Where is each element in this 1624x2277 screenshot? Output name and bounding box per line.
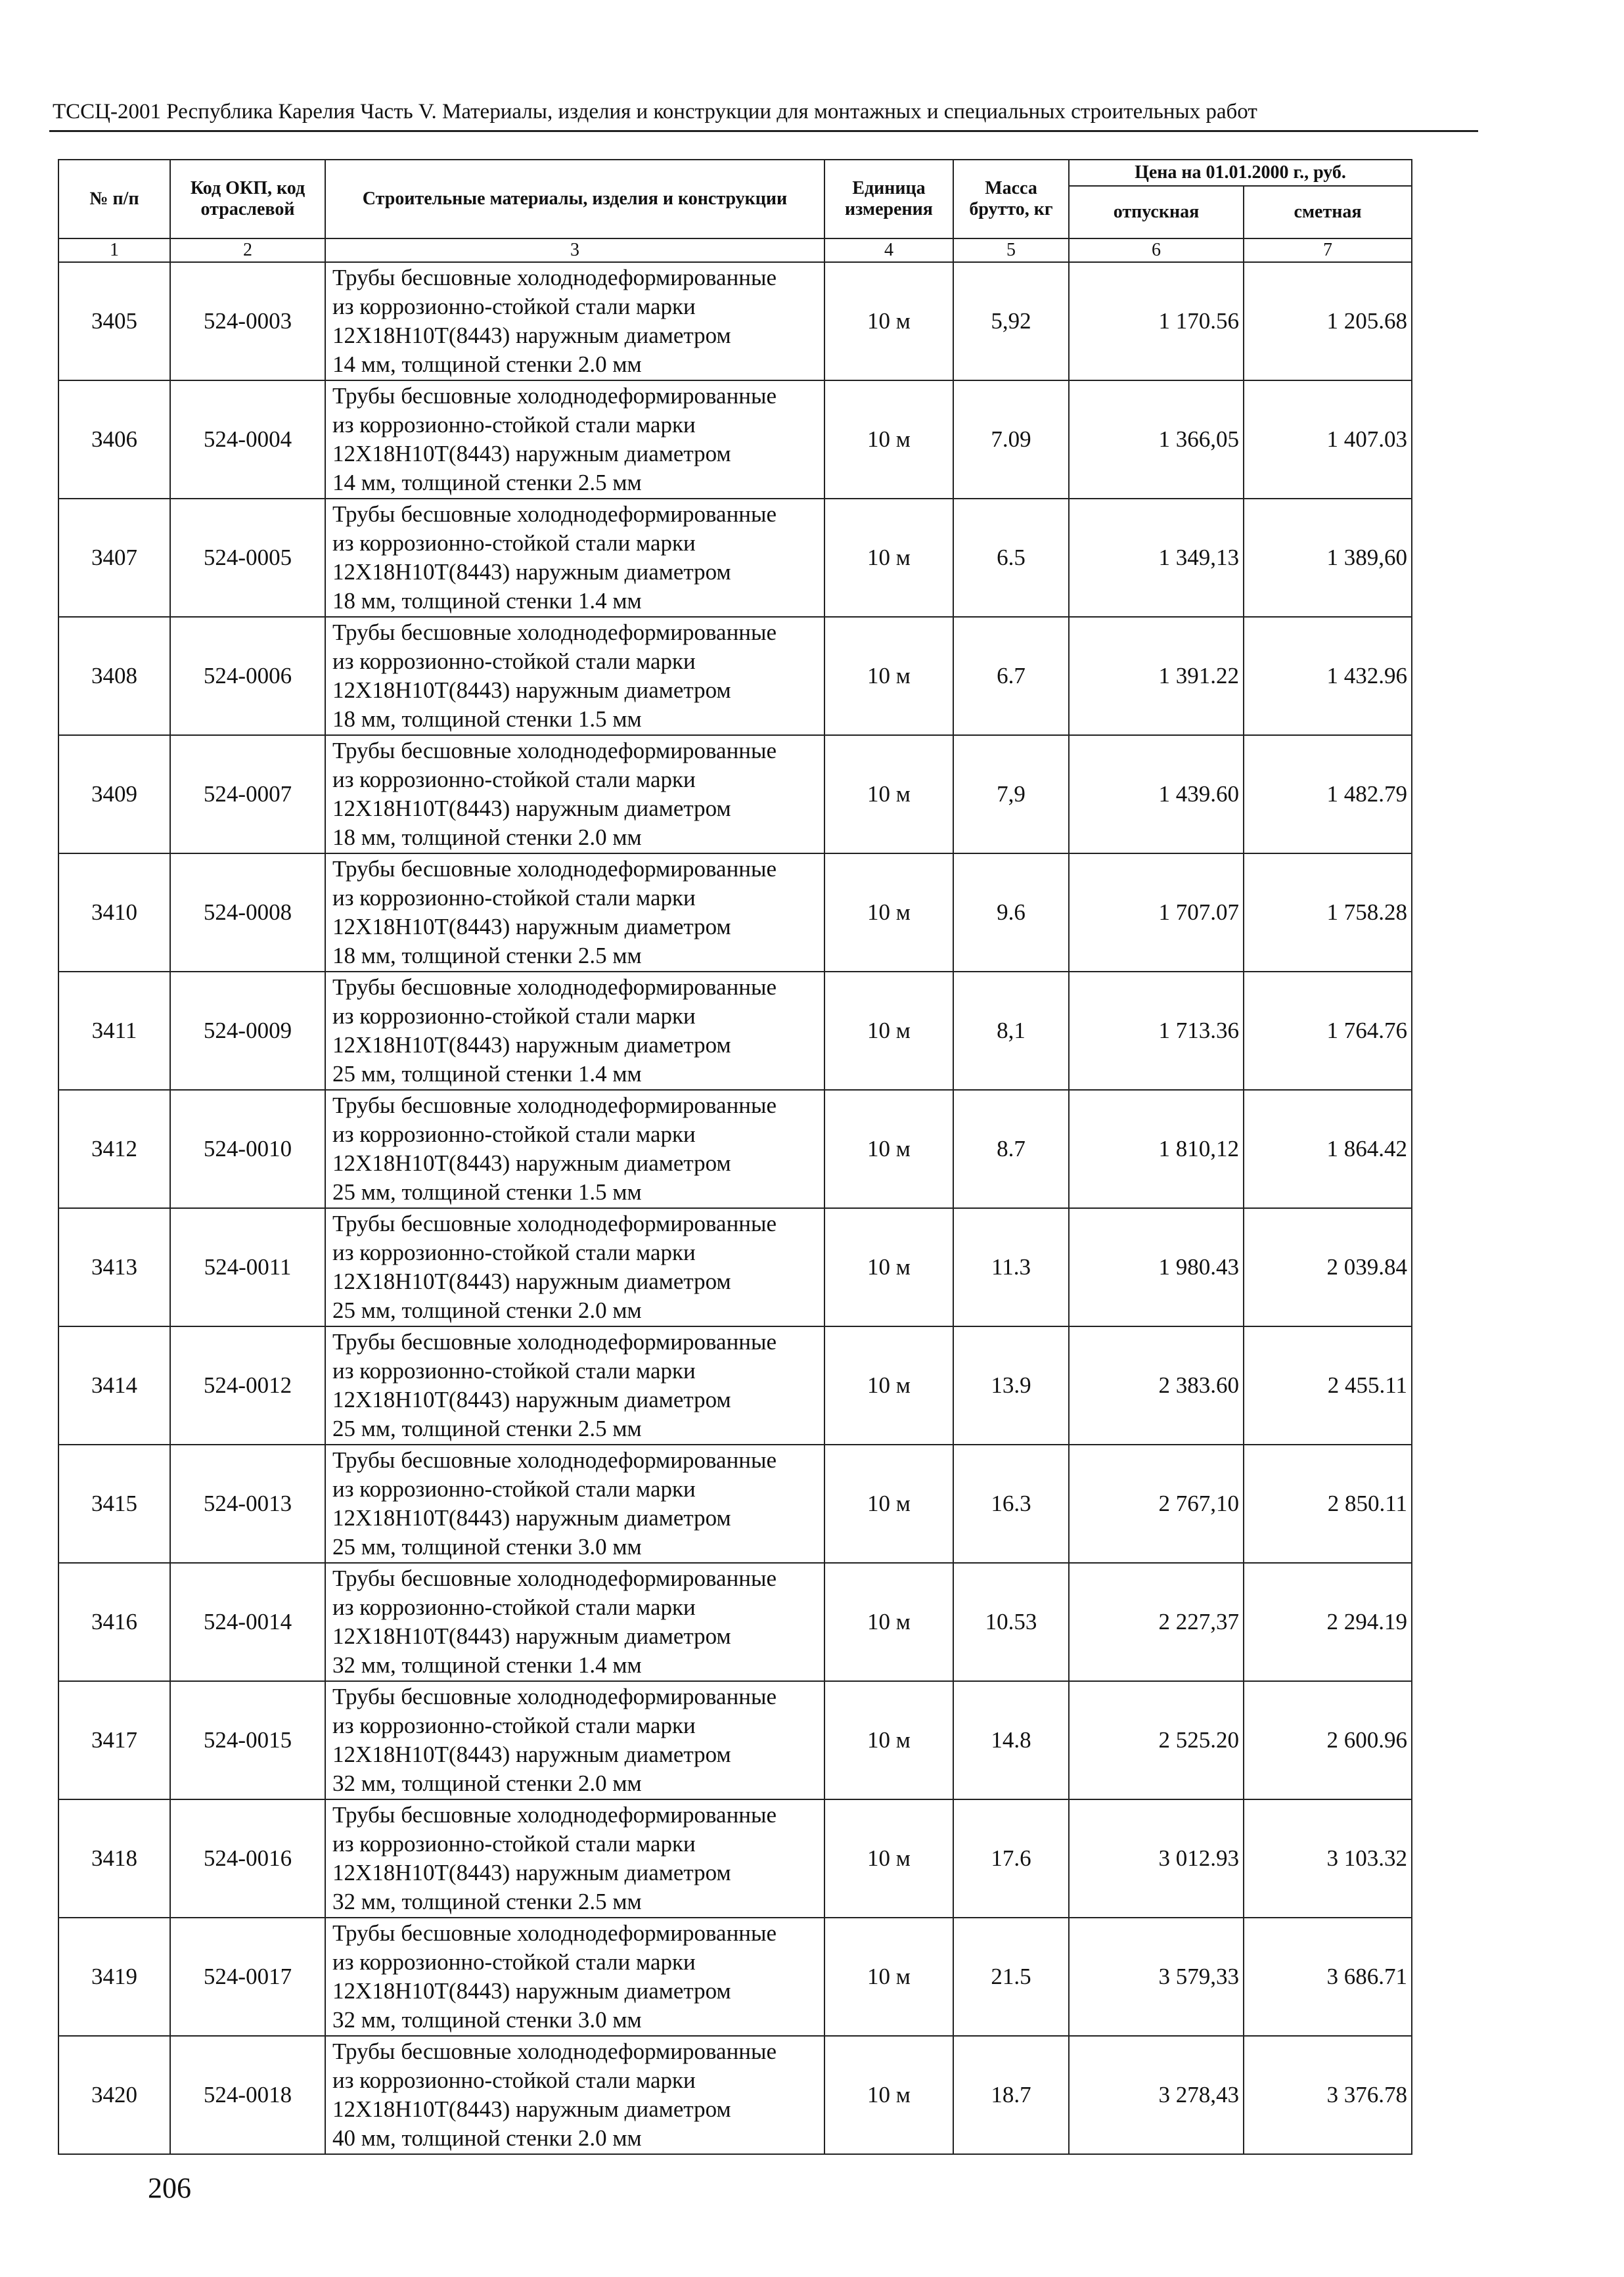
okp-code: 524-0010 (170, 1090, 325, 1208)
description-line: из коррозионно-стойкой стали марки (332, 1358, 696, 1384)
price-release-cell: 2 525.20 (1069, 1681, 1244, 1799)
price-release-cell: 1 810,12 (1069, 1090, 1244, 1208)
table-row (58, 972, 1412, 1090)
price-estimate-cell: 1 389,60 (1244, 499, 1412, 617)
unit-cell: 10 м (824, 735, 953, 853)
price-release-cell: 1 713.36 (1069, 972, 1244, 1090)
table-row (58, 1681, 1412, 1799)
price-estimate-cell: 1 407.03 (1244, 380, 1412, 499)
description-line: 18 мм, толщиной стенки 2.5 мм (332, 943, 642, 968)
description-line: из коррозионно-стойкой стали марки (332, 885, 696, 911)
description-line: 12Х18Н10Т(8443) наружным диаметром (332, 677, 731, 703)
description-line: 25 мм, толщиной стенки 1.4 мм (332, 1061, 642, 1087)
okp-code: 524-0017 (170, 1918, 325, 2036)
description-line: 18 мм, толщиной стенки 1.5 мм (332, 706, 642, 732)
material-description (325, 1326, 824, 1445)
description-line: 32 мм, толщиной стенки 2.5 мм (332, 1889, 642, 1914)
row-number: 3418 (58, 1799, 170, 1918)
description-line: из коррозионно-стойкой стали марки (332, 648, 696, 674)
description-line: 12Х18Н10Т(8443) наружным диаметром (332, 1860, 731, 1885)
mass-cell: 17.6 (953, 1799, 1069, 1918)
description-line: 12Х18Н10Т(8443) наружным диаметром (332, 559, 731, 585)
mass-cell: 18.7 (953, 2036, 1069, 2154)
unit-cell: 10 м (824, 2036, 953, 2154)
price-estimate-cell: 1 482.79 (1244, 735, 1412, 853)
description-line: из коррозионно-стойкой стали марки (332, 530, 696, 556)
description-line: 12Х18Н10Т(8443) наружным диаметром (332, 441, 731, 466)
row-number: 3413 (58, 1208, 170, 1326)
description-line: 12Х18Н10Т(8443) наружным диаметром (332, 1387, 731, 1412)
description-line: 12Х18Н10Т(8443) наружным диаметром (332, 1269, 731, 1294)
material-description (325, 853, 824, 972)
okp-code: 524-0003 (170, 262, 325, 380)
col-index: 2 (170, 238, 325, 262)
description-line: Трубы бесшовные холоднодеформированные (332, 2039, 777, 2064)
row-number: 3415 (58, 1445, 170, 1563)
description-line: 25 мм, толщиной стенки 1.5 мм (332, 1179, 642, 1205)
row-number: 3409 (58, 735, 170, 853)
material-description (325, 499, 824, 617)
description-line: Трубы бесшовные холоднодеформированные (332, 501, 777, 527)
unit-cell: 10 м (824, 1918, 953, 2036)
row-number: 3406 (58, 380, 170, 499)
mass-cell: 8,1 (953, 972, 1069, 1090)
unit-cell: 10 м (824, 972, 953, 1090)
row-number: 3410 (58, 853, 170, 972)
description-line: из коррозионно-стойкой стали марки (332, 1240, 696, 1265)
unit-cell: 10 м (824, 262, 953, 380)
mass-cell: 6.7 (953, 617, 1069, 735)
mass-cell: 11.3 (953, 1208, 1069, 1326)
description-line: Трубы бесшовные холоднодеформированные (332, 1447, 777, 1473)
table-row (58, 1090, 1412, 1208)
price-release-cell: 1 391.22 (1069, 617, 1244, 735)
material-description (325, 1090, 824, 1208)
description-line: из коррозионно-стойкой стали марки (332, 767, 696, 792)
description-line: 25 мм, толщиной стенки 3.0 мм (332, 1534, 642, 1560)
col-header-price-group: Цена на 01.01.2000 г., руб. (1069, 160, 1412, 186)
unit-cell: 10 м (824, 1799, 953, 1918)
price-release-cell: 2 227,37 (1069, 1563, 1244, 1681)
okp-code: 524-0012 (170, 1326, 325, 1445)
description-line: из коррозионно-стойкой стали марки (332, 1476, 696, 1502)
okp-code: 524-0007 (170, 735, 325, 853)
price-estimate-cell: 1 432.96 (1244, 617, 1412, 735)
price-release-cell: 1 170.56 (1069, 262, 1244, 380)
description-line: 32 мм, толщиной стенки 2.0 мм (332, 1770, 642, 1796)
description-line: Трубы бесшовные холоднодеформированные (332, 1211, 777, 1236)
column-index-row (58, 238, 1412, 262)
description-line: Трубы бесшовные холоднодеформированные (332, 856, 777, 882)
price-release-cell: 1 439.60 (1069, 735, 1244, 853)
description-line: из коррозионно-стойкой стали марки (332, 1949, 696, 1975)
description-line: из коррозионно-стойкой стали марки (332, 1594, 696, 1620)
page-number: 206 (148, 2172, 191, 2204)
description-line: 12Х18Н10Т(8443) наружным диаметром (332, 1032, 731, 1058)
mass-cell: 8.7 (953, 1090, 1069, 1208)
row-number: 3411 (58, 972, 170, 1090)
okp-code: 524-0013 (170, 1445, 325, 1563)
description-line: 32 мм, толщиной стенки 1.4 мм (332, 1652, 642, 1678)
mass-cell: 13.9 (953, 1326, 1069, 1445)
mass-cell: 21.5 (953, 1918, 1069, 2036)
unit-cell: 10 м (824, 617, 953, 735)
unit-cell: 10 м (824, 380, 953, 499)
price-table (58, 159, 1412, 2155)
okp-code: 524-0006 (170, 617, 325, 735)
description-line: Трубы бесшовные холоднодеформированные (332, 1093, 777, 1118)
price-estimate-cell: 2 039.84 (1244, 1208, 1412, 1326)
table-row (58, 499, 1412, 617)
price-release-cell: 2 383.60 (1069, 1326, 1244, 1445)
row-number: 3408 (58, 617, 170, 735)
description-line: 12Х18Н10Т(8443) наружным диаметром (332, 2096, 731, 2122)
table-row (58, 1326, 1412, 1445)
col-index: 7 (1244, 238, 1412, 262)
mass-cell: 9.6 (953, 853, 1069, 972)
table-row (58, 617, 1412, 735)
material-description (325, 1208, 824, 1326)
description-line: 40 мм, толщиной стенки 2.0 мм (332, 2125, 642, 2151)
mass-cell: 14.8 (953, 1681, 1069, 1799)
description-line: из коррозионно-стойкой стали марки (332, 1713, 696, 1738)
table-body (58, 262, 1412, 2154)
unit-cell: 10 м (824, 853, 953, 972)
mass-cell: 5,92 (953, 262, 1069, 380)
col-header-name: Строительные материалы, изделия и конструкции (325, 160, 824, 238)
description-line: Трубы бесшовные холоднодеформированные (332, 1684, 777, 1709)
row-number: 3420 (58, 2036, 170, 2154)
description-line: Трубы бесшовные холоднодеформированные (332, 974, 777, 1000)
mass-cell: 10.53 (953, 1563, 1069, 1681)
col-header-code: Код ОКП, код отраслевой (170, 160, 325, 238)
col-index: 6 (1069, 238, 1244, 262)
okp-code: 524-0009 (170, 972, 325, 1090)
okp-code: 524-0018 (170, 2036, 325, 2154)
material-description (325, 617, 824, 735)
okp-code: 524-0014 (170, 1563, 325, 1681)
description-line: Трубы бесшовные холоднодеформированные (332, 1566, 777, 1591)
header-rule (49, 130, 1478, 132)
col-index: 1 (58, 238, 170, 262)
price-release-cell: 3 012.93 (1069, 1799, 1244, 1918)
price-estimate-cell: 3 686.71 (1244, 1918, 1412, 2036)
mass-cell: 7,9 (953, 735, 1069, 853)
unit-cell: 10 м (824, 1681, 953, 1799)
row-number: 3407 (58, 499, 170, 617)
material-description (325, 2036, 824, 2154)
material-description (325, 1799, 824, 1918)
material-description (325, 1681, 824, 1799)
mass-cell: 16.3 (953, 1445, 1069, 1563)
mass-cell: 6.5 (953, 499, 1069, 617)
description-line: 12Х18Н10Т(8443) наружным диаметром (332, 1505, 731, 1531)
description-line: из коррозионно-стойкой стали марки (332, 1003, 696, 1029)
col-header-price-release: отпускная (1069, 186, 1244, 238)
material-description (325, 1918, 824, 2036)
price-estimate-cell: 3 103.32 (1244, 1799, 1412, 1918)
okp-code: 524-0008 (170, 853, 325, 972)
description-line: 12Х18Н10Т(8443) наружным диаметром (332, 1742, 731, 1767)
description-line: Трубы бесшовные холоднодеформированные (332, 738, 777, 763)
table-row (58, 735, 1412, 853)
description-line: из коррозионно-стойкой стали марки (332, 294, 696, 319)
description-line: Трубы бесшовные холоднодеформированные (332, 383, 777, 409)
col-header-unit: Единица измерения (824, 160, 953, 238)
description-line: 12Х18Н10Т(8443) наружным диаметром (332, 1978, 731, 2004)
material-description (325, 380, 824, 499)
description-line: 18 мм, толщиной стенки 1.4 мм (332, 588, 642, 614)
unit-cell: 10 м (824, 1090, 953, 1208)
unit-cell: 10 м (824, 1563, 953, 1681)
okp-code: 524-0011 (170, 1208, 325, 1326)
price-estimate-cell: 2 850.11 (1244, 1445, 1412, 1563)
material-description (325, 735, 824, 853)
description-line: 14 мм, толщиной стенки 2.5 мм (332, 470, 642, 495)
price-estimate-cell: 1 205.68 (1244, 262, 1412, 380)
description-line: из коррозионно-стойкой стали марки (332, 1831, 696, 1857)
unit-cell: 10 м (824, 499, 953, 617)
description-line: 18 мм, толщиной стенки 2.0 мм (332, 824, 642, 850)
row-number: 3405 (58, 262, 170, 380)
table-row (58, 1445, 1412, 1563)
description-line: Трубы бесшовные холоднодеформированные (332, 1920, 777, 1946)
mass-cell: 7.09 (953, 380, 1069, 499)
description-line: 25 мм, толщиной стенки 2.5 мм (332, 1416, 642, 1441)
description-line: 25 мм, толщиной стенки 2.0 мм (332, 1297, 642, 1323)
row-number: 3419 (58, 1918, 170, 2036)
description-line: Трубы бесшовные холоднодеформированные (332, 1329, 777, 1355)
description-line: 14 мм, толщиной стенки 2.0 мм (332, 351, 642, 377)
table-row (58, 1208, 1412, 1326)
description-line: 32 мм, толщиной стенки 3.0 мм (332, 2007, 642, 2033)
material-description (325, 1445, 824, 1563)
price-release-cell: 1 366,05 (1069, 380, 1244, 499)
price-estimate-cell: 2 455.11 (1244, 1326, 1412, 1445)
description-line: Трубы бесшовные холоднодеформированные (332, 620, 777, 645)
table-row (58, 2036, 1412, 2154)
col-header-mass: Масса брутто, кг (953, 160, 1069, 238)
col-header-price-estimate: сметная (1244, 186, 1412, 238)
price-release-cell: 3 579,33 (1069, 1918, 1244, 2036)
description-line: 12Х18Н10Т(8443) наружным диаметром (332, 796, 731, 821)
price-estimate-cell: 1 864.42 (1244, 1090, 1412, 1208)
price-estimate-cell: 1 764.76 (1244, 972, 1412, 1090)
okp-code: 524-0015 (170, 1681, 325, 1799)
price-release-cell: 1 707.07 (1069, 853, 1244, 972)
material-description (325, 262, 824, 380)
table-row (58, 853, 1412, 972)
description-line: из коррозионно-стойкой стали марки (332, 1121, 696, 1147)
table-row (58, 380, 1412, 499)
table-row (58, 1799, 1412, 1918)
material-description (325, 1563, 824, 1681)
table-row (58, 262, 1412, 380)
table-row (58, 1918, 1412, 2036)
price-estimate-cell: 1 758.28 (1244, 853, 1412, 972)
description-line: из коррозионно-стойкой стали марки (332, 2067, 696, 2093)
description-line: 12Х18Н10Т(8443) наружным диаметром (332, 1150, 731, 1176)
col-index: 4 (824, 238, 953, 262)
row-number: 3417 (58, 1681, 170, 1799)
okp-code: 524-0004 (170, 380, 325, 499)
description-line: из коррозионно-стойкой стали марки (332, 412, 696, 438)
unit-cell: 10 м (824, 1326, 953, 1445)
row-number: 3416 (58, 1563, 170, 1681)
price-release-cell: 3 278,43 (1069, 2036, 1244, 2154)
description-line: 12Х18Н10Т(8443) наружным диаметром (332, 1623, 731, 1649)
table-row (58, 1563, 1412, 1681)
price-estimate-cell: 3 376.78 (1244, 2036, 1412, 2154)
price-release-cell: 1 980.43 (1069, 1208, 1244, 1326)
material-description (325, 972, 824, 1090)
col-header-num: № п/п (58, 160, 170, 238)
table-head (58, 160, 1412, 262)
price-estimate-cell: 2 600.96 (1244, 1681, 1412, 1799)
okp-code: 524-0016 (170, 1799, 325, 1918)
price-release-cell: 1 349,13 (1069, 499, 1244, 617)
unit-cell: 10 м (824, 1445, 953, 1563)
row-number: 3414 (58, 1326, 170, 1445)
col-index: 5 (953, 238, 1069, 262)
description-line: Трубы бесшовные холоднодеформированные (332, 265, 777, 290)
row-number: 3412 (58, 1090, 170, 1208)
description-line: 12Х18Н10Т(8443) наружным диаметром (332, 323, 731, 348)
col-index: 3 (325, 238, 824, 262)
running-header: ТССЦ-2001 Республика Карелия Часть V. Материалы, изделия и конструкции для монтажных и специальных строительных работ (53, 100, 1257, 124)
description-line: Трубы бесшовные холоднодеформированные (332, 1802, 777, 1828)
okp-code: 524-0005 (170, 499, 325, 617)
description-line: 12Х18Н10Т(8443) наружным диаметром (332, 914, 731, 939)
price-estimate-cell: 2 294.19 (1244, 1563, 1412, 1681)
price-release-cell: 2 767,10 (1069, 1445, 1244, 1563)
unit-cell: 10 м (824, 1208, 953, 1326)
